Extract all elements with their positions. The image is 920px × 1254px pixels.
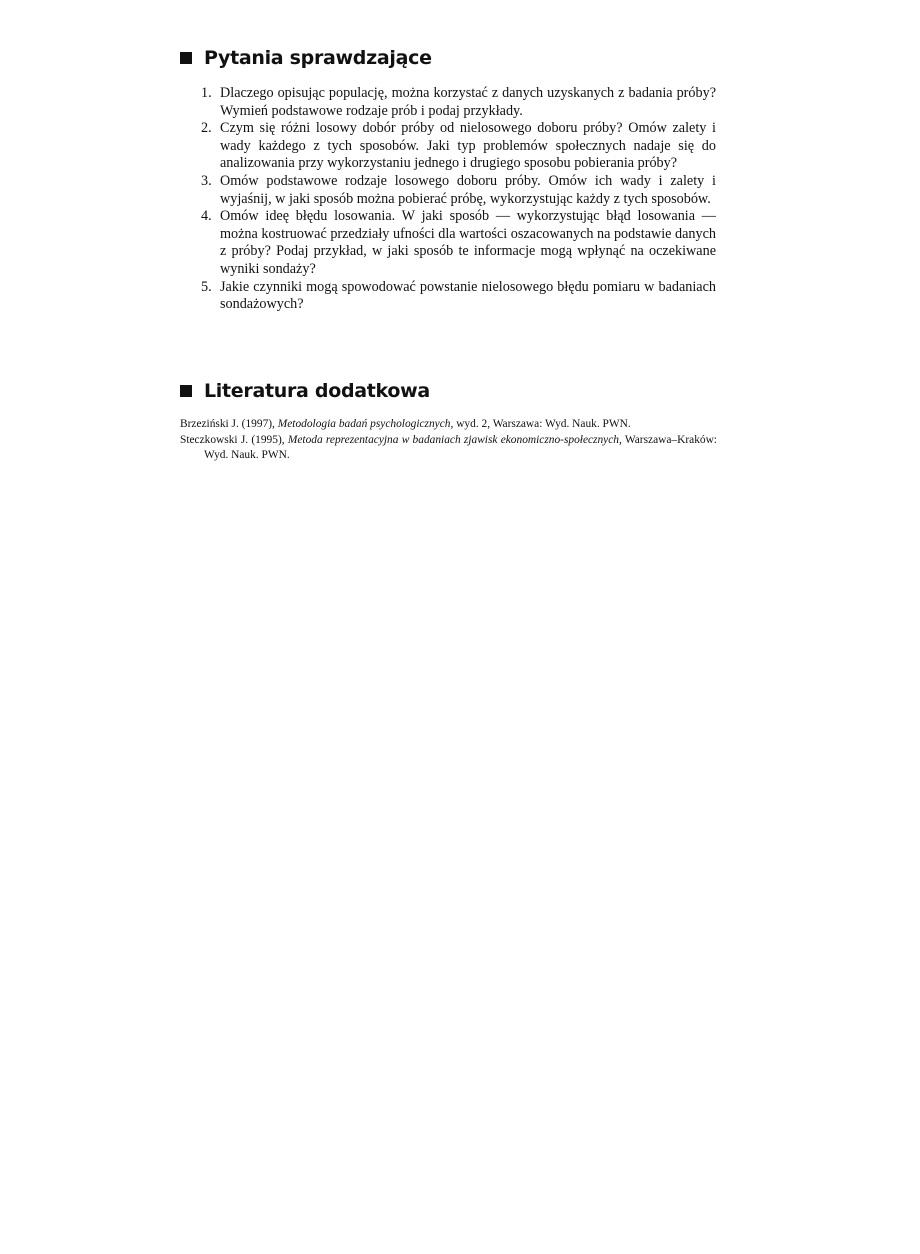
question-number: 1. [201, 85, 212, 101]
reference-entry [180, 433, 717, 464]
question-item [198, 279, 716, 314]
literature-heading [180, 380, 430, 402]
question-number: 3. [201, 172, 212, 189]
question-text: Omów podstawowe rodzaje losowego doboru próby. Omów ich wady i zalety i wyjaśnij, w jaki sposób można pobierać próbę, wykorzystując każdy z tych sposobów. [220, 172, 716, 207]
questions-heading-text: Pytania sprawdzające [204, 47, 432, 69]
reference-publisher: wyd. 2, Warszawa: Wyd. Nauk. PWN. [456, 418, 631, 430]
reference-entry [180, 417, 717, 433]
reference-publisher: Warszawa–Kraków: Wyd. Nauk. PWN. [204, 433, 717, 461]
reference-author: Steczkowski J. (1995), [180, 433, 285, 446]
question-text: Dlaczego opisując populację, można korzystać z danych uzyskanych z badania próby? Wymień podstawowe rodzaje prób i podaj przykłady. [220, 85, 716, 119]
reference-author: Brzeziński J. (1997), [180, 418, 275, 430]
questions-list [198, 85, 716, 314]
question-text: Omów ideę błędu losowania. W jaki sposób — wykorzystując błąd losowania — można kostruować przedziały ufności dla wartości oszacowanych na podstawie danych z próby? Podaj przykład, w jaki sposób te informacje mogą wpłynąć na oczekiwane wyniki sondaży? [220, 208, 716, 277]
question-number: 5. [201, 278, 212, 295]
questions-heading [180, 47, 432, 69]
square-bullet-icon [180, 52, 192, 64]
question-item [198, 85, 716, 120]
question-number: 4. [201, 208, 212, 225]
reference-title: Metoda reprezentacyjna w badaniach zjawisk ekonomiczno-społecznych, [287, 433, 622, 446]
question-item [198, 120, 716, 173]
question-text: Jakie czynniki mogą spowodować powstanie nielosowego błędu pomiaru w badaniach sondażowych? [220, 278, 716, 313]
square-bullet-icon [180, 385, 192, 397]
question-text: Czym się różni losowy dobór próby od nielosowego doboru próby? Omów zalety i wady każdego z tych sposobów. Jaki typ problemów społecznych nadaje się do analizowania przy wykorzystaniu jednego i drugiego sposobu pobierania próby? [220, 120, 716, 172]
question-item [198, 173, 716, 208]
reference-title: Metodologia badań psychologicznych, [277, 418, 454, 430]
question-number: 2. [201, 120, 212, 137]
references-list [180, 417, 717, 464]
literature-heading-text: Literatura dodatkowa [204, 380, 430, 402]
question-item [198, 208, 716, 278]
